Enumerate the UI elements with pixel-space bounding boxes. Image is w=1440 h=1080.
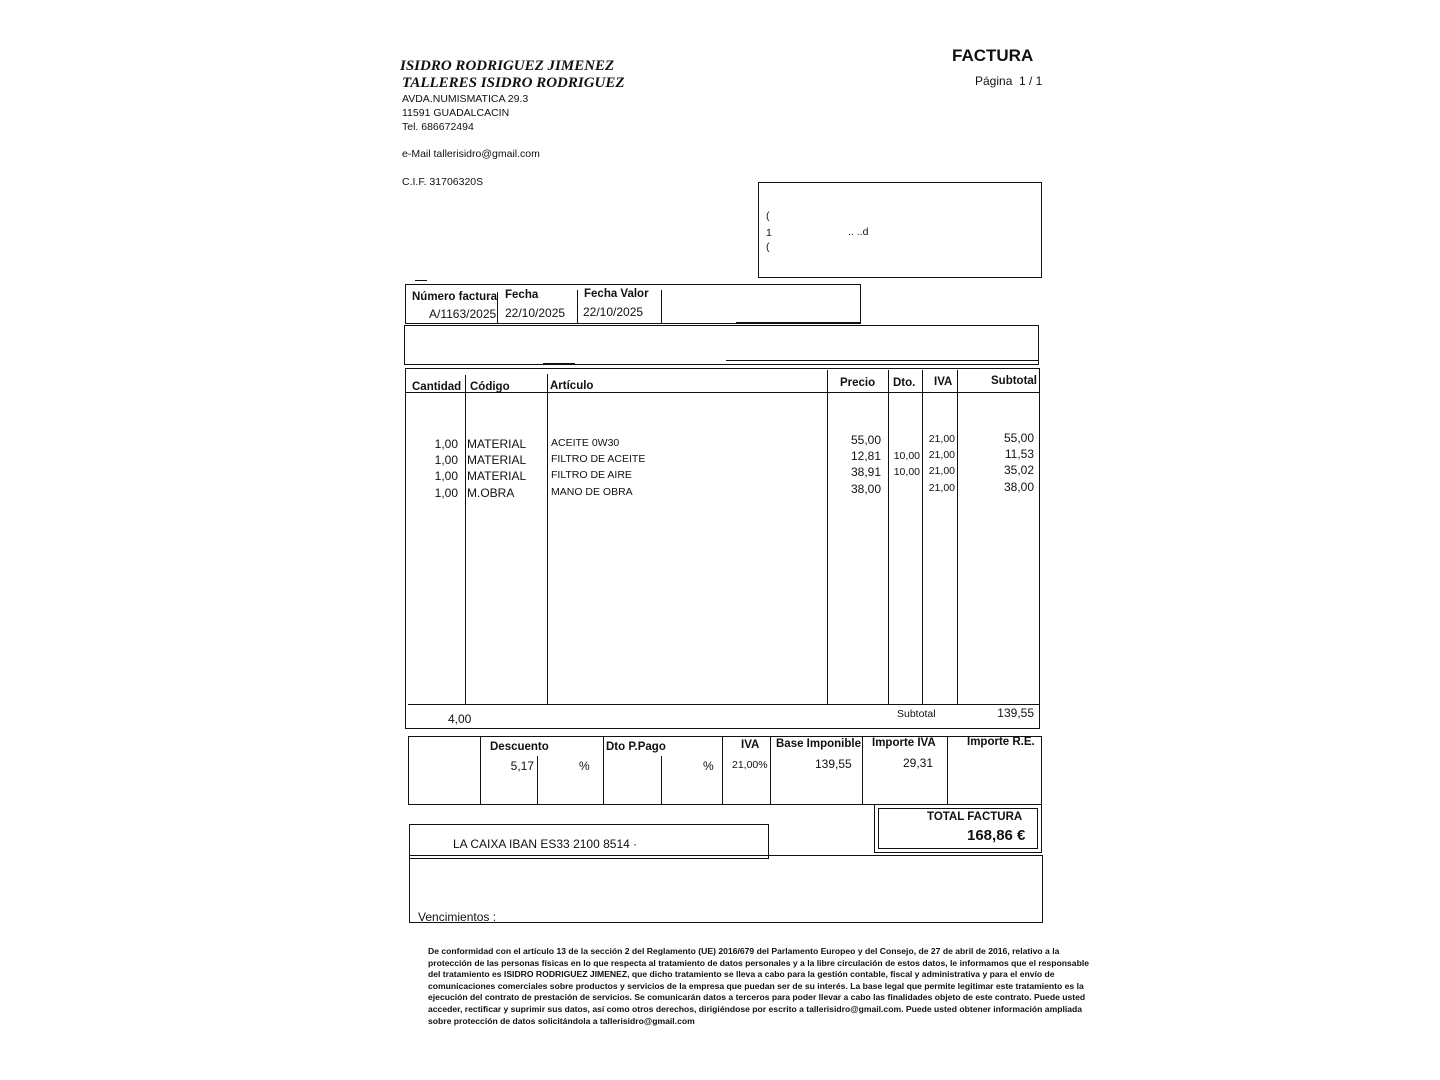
legal-line: De conformidad con el artículo 13 de la sección 2 del Reglamento (UE) 2016/679 del Parlamento Europeo y del Consejo, de 27 de abril de 2016, relativo a la xyxy=(428,946,1060,956)
items-footer-rule xyxy=(408,704,1040,705)
row-article: FILTRO DE ACEITE xyxy=(551,453,646,465)
legal-line: acceder, rectificar y suprimir sus datos, así como otros derechos, dirigiéndose por escrito a tallerisidro@gmail.com. Puede usted obtener información ampliada xyxy=(428,1003,1083,1014)
col-header-subtotal: Subtotal xyxy=(991,375,1037,387)
discount-percent: % xyxy=(579,759,590,773)
notes-box xyxy=(404,325,1039,365)
row-price: 38,91 xyxy=(850,465,881,479)
total-value: 168,86 € xyxy=(967,827,1026,844)
legal-line: sobre protección de datos solicitándola a tallerisidro@gmail.com xyxy=(428,1015,695,1026)
col-header-discount: Dto. xyxy=(893,377,916,389)
invoice-value-date-label: Fecha Valor xyxy=(584,288,649,300)
client-line-3: ( xyxy=(766,241,770,253)
early-payment-percent: % xyxy=(703,759,714,773)
due-dates-box xyxy=(409,855,1043,923)
row-code: MATERIAL xyxy=(467,469,527,483)
row-qty: 1,00 xyxy=(434,437,458,451)
row-article: FILTRO DE AIRE xyxy=(551,469,632,481)
row-code: M.OBRA xyxy=(467,486,515,500)
total-label: TOTAL FACTURA xyxy=(927,811,1023,823)
emitter-address: AVDA.NUMISMATICA 29.3 xyxy=(402,93,529,105)
divider xyxy=(415,280,427,281)
invoice-date-label: Fecha xyxy=(505,289,539,301)
subtotal-label: Subtotal xyxy=(897,708,936,720)
row-discount: 10,00 xyxy=(893,450,920,462)
tax-base-value: 139,55 xyxy=(815,757,852,771)
emitter-name: ISIDRO RODRIGUEZ JIMENEZ xyxy=(400,58,615,74)
col-header-price: Precio xyxy=(840,377,876,389)
row-vat: 21,00 xyxy=(928,449,955,461)
vat-rate-label: IVA xyxy=(741,739,760,751)
discount-value: 5,17 xyxy=(510,759,534,773)
re-amount-label: Importe R.E. xyxy=(967,736,1035,748)
col-header-code: Código xyxy=(470,381,510,393)
discount-label: Descuento xyxy=(490,741,549,753)
emitter-cif: C.I.F. 31706320S xyxy=(402,176,484,188)
bank-iban: LA CAIXA IBAN ES33 2100 8514 · xyxy=(453,837,638,851)
row-price: 38,00 xyxy=(850,482,881,496)
page-number: 1 / 1 xyxy=(1019,74,1043,88)
row-code: MATERIAL xyxy=(467,437,527,451)
row-article: ACEITE 0W30 xyxy=(551,437,620,449)
vat-amount-value: 29,31 xyxy=(903,756,934,770)
page-label: Página xyxy=(975,74,1013,88)
due-dates-label: Vencimientos : xyxy=(418,910,497,924)
row-vat: 21,00 xyxy=(928,433,955,445)
row-discount: 10,00 xyxy=(893,466,920,478)
row-vat: 21,00 xyxy=(928,465,955,477)
invoice-date: 22/10/2025 xyxy=(505,306,566,320)
row-code: MATERIAL xyxy=(467,453,527,467)
row-vat: 21,00 xyxy=(928,482,955,494)
emitter-company: TALLERES ISIDRO RODRIGUEZ xyxy=(402,75,625,91)
row-qty: 1,00 xyxy=(434,469,458,483)
row-price: 12,81 xyxy=(850,449,881,463)
client-line-1: ( xyxy=(766,210,770,222)
row-qty: 1,00 xyxy=(434,453,458,467)
row-subtotal: 35,02 xyxy=(1003,463,1034,477)
tax-base-label: Base Imponible xyxy=(776,738,861,750)
client-line-2: 1 xyxy=(766,227,772,239)
vat-rate-value: 21,00% xyxy=(732,759,768,771)
row-subtotal: 11,53 xyxy=(1004,447,1034,461)
emitter-city: 11591 GUADALCACIN xyxy=(402,107,510,119)
subtotal-value: 139,55 xyxy=(997,706,1034,720)
vat-amount-label: Importe IVA xyxy=(872,737,936,749)
legal-notice xyxy=(428,946,1089,1027)
invoice-value-date: 22/10/2025 xyxy=(583,305,644,319)
legal-line: protección de las personas físicas en lo que respecta al tratamiento de datos personales y a la libre circulación de estos datos, le informamos que el responsable xyxy=(428,957,1089,968)
row-price: 55,00 xyxy=(850,433,881,447)
emitter-email: e-Mail tallerisidro@gmail.com xyxy=(402,148,540,160)
legal-line: comunicaciones comerciales sobre productos y servicios de la empresa que puedan ser de su interés. La base legal que permite legitimar este tratamiento es la xyxy=(428,980,1084,991)
items-table xyxy=(405,368,1040,729)
invoice-number: A/1163/2025 xyxy=(429,307,497,321)
col-header-article: Artículo xyxy=(550,380,594,392)
row-qty: 1,00 xyxy=(434,486,458,500)
legal-line: del tratamiento es ISIDRO RODRIGUEZ JIMENEZ, que dicho tratamiento se lleva a cabo para la gestión contable, fiscal y administrativa y para el envío de xyxy=(428,969,1055,980)
legal-line: ejecución del contrato de prestación de servicios. Se comunicarán datos a terceros para poder llevar a cabo las finalidades objeto de este contrato. Puede usted xyxy=(428,992,1086,1003)
emitter-phone: Tel. 686672494 xyxy=(402,121,474,133)
invoice-number-label: Número factura xyxy=(412,291,497,303)
row-subtotal: 38,00 xyxy=(1003,480,1034,494)
total-qty: 4,00 xyxy=(448,712,472,726)
invoice-title: FACTURA xyxy=(952,46,1034,65)
row-article: MANO DE OBRA xyxy=(551,486,633,498)
early-payment-label: Dto P.Pago xyxy=(606,741,666,753)
col-header-qty: Cantidad xyxy=(412,381,462,393)
row-subtotal: 55,00 xyxy=(1003,431,1034,445)
client-extra: .. ..d xyxy=(848,226,869,238)
client-box xyxy=(758,182,1042,278)
col-header-vat: IVA xyxy=(934,376,953,388)
